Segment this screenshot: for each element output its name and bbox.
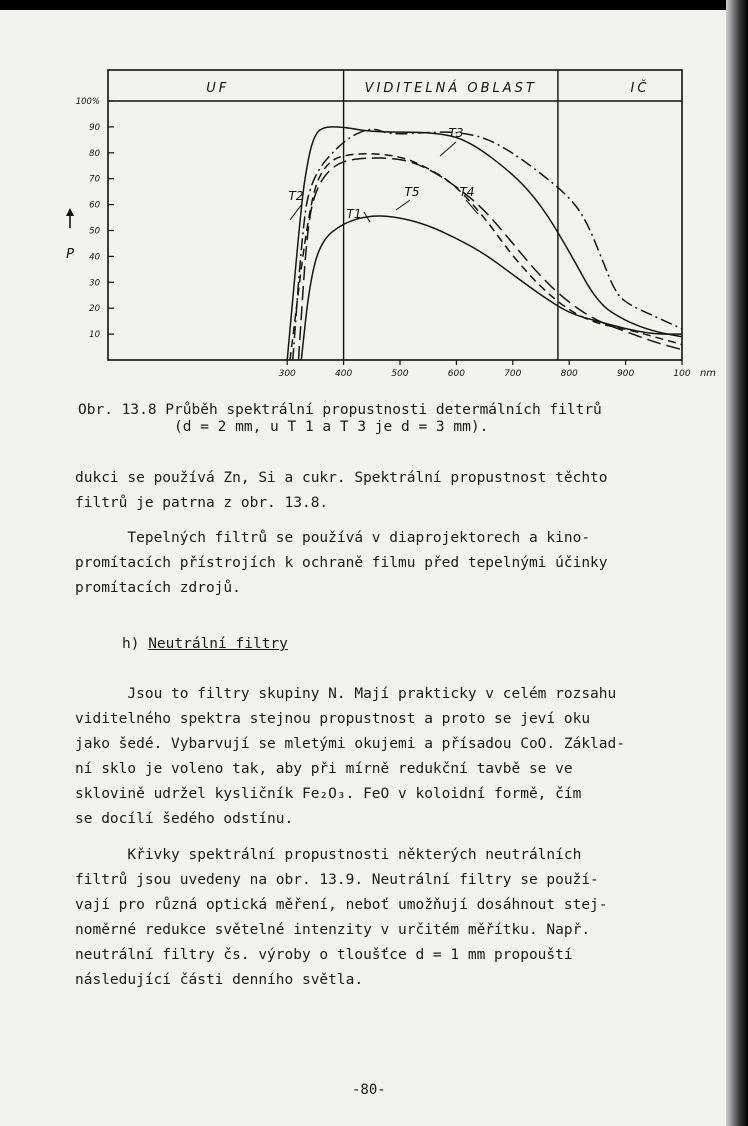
curve-t4 [287,127,682,360]
paragraph-3: Jsou to filtry skupiny N. Mají prakticky v celém rozsahu viditelného spektra stejnou propustnost a proto se jeví oku jako šedé. Vybarvují se mletými okujemi a přísadou CoO. Základ- ní sklo je voleno tak, aby při mírně redukční tavbě se ve sklovině udržel kysličník Fe₂O₃. FeO v koloidní formě, čím se docílí šedého odstínu. [75,686,625,827]
plot-border [108,70,682,360]
y-tick-label: 100% [75,97,100,107]
y-tick-label: 90 [89,122,100,133]
region-label-uv: UF [206,81,230,96]
region-label-ir: IČ [630,81,650,96]
x-tick-label: 600 [447,369,465,379]
x-tick-label: 100 [673,369,691,379]
region-label-visible: VIDITELNÁ OBLAST [364,81,537,96]
x-tick-label: 900 [617,369,635,379]
curve-leader-t3 [440,142,456,156]
x-tick-label: 700 [504,369,522,379]
chart-labels [66,80,649,262]
x-tick-label: 800 [560,369,578,379]
chart-ticks [76,97,717,379]
curve-leader-t4 [466,200,478,214]
y-tick-label: 70 [89,174,100,185]
paragraph-1: dukci se používá Zn, Si a cukr. Spektrální propustnost těchto filtrů je patrna z obr. 13.8. [75,470,608,511]
curve-t2 [301,216,682,360]
curve-label-t3: T3 [448,126,464,140]
y-tick-label: 20 [89,304,100,315]
curve-label-t2: T2 [288,189,304,203]
section-title: Neutrální filtry [148,636,288,652]
curve-label-t5: T5 [404,185,420,199]
paragraph-2: Tepelných filtrů se používá v diaprojektorech a kino- promítacích přístrojích k ochraně filmu před tepelnými účinky promítacích zdrojů. [75,530,608,596]
curve-label-t4: T4 [459,185,475,199]
chart-frame [108,70,682,360]
section-number: h) [122,636,140,652]
y-tick-label: 40 [89,252,100,263]
transmission-chart [0,0,748,400]
section-heading [122,636,288,652]
y-tick-label: 60 [89,200,100,211]
y-axis-symbol: P [66,247,74,262]
y-tick-label: 80 [89,148,100,159]
paragraph-4: Křivky spektrální propustnosti některých neutrálních filtrů jsou uvedeny na obr. 13.9. Neutrální filtry se použí- vají pro různá optická měření, neboť umožňují dosáhnout stej- noměrné redukce světelné intenzity v určitém měřítku. Např. neutrální filtry čs. výroby o tloušťce d = 1 mm propouští následující části denního světla. [75,847,608,988]
x-axis-unit: nm [699,368,717,379]
y-tick-label: 30 [89,278,100,289]
x-tick-label: 300 [278,369,296,379]
curve-label-t1: T1 [346,207,362,221]
x-tick-label: 500 [391,369,409,379]
curve-leader-t5 [396,200,410,210]
curve-t3 [293,129,682,360]
y-tick-label: 50 [89,226,100,237]
curve-t1 [290,154,682,360]
y-axis-arrowhead [66,208,74,216]
chart-curves [287,127,682,360]
figure-caption: Obr. 13.8 Průběh spektrální propustnosti determálních filtrů (d = 2 mm, u T 1 a T 3 je d = 3 mm). [78,402,602,435]
x-tick-label: 400 [335,369,353,379]
y-tick-label: 10 [89,330,100,341]
page-number: -80- [352,1082,386,1098]
